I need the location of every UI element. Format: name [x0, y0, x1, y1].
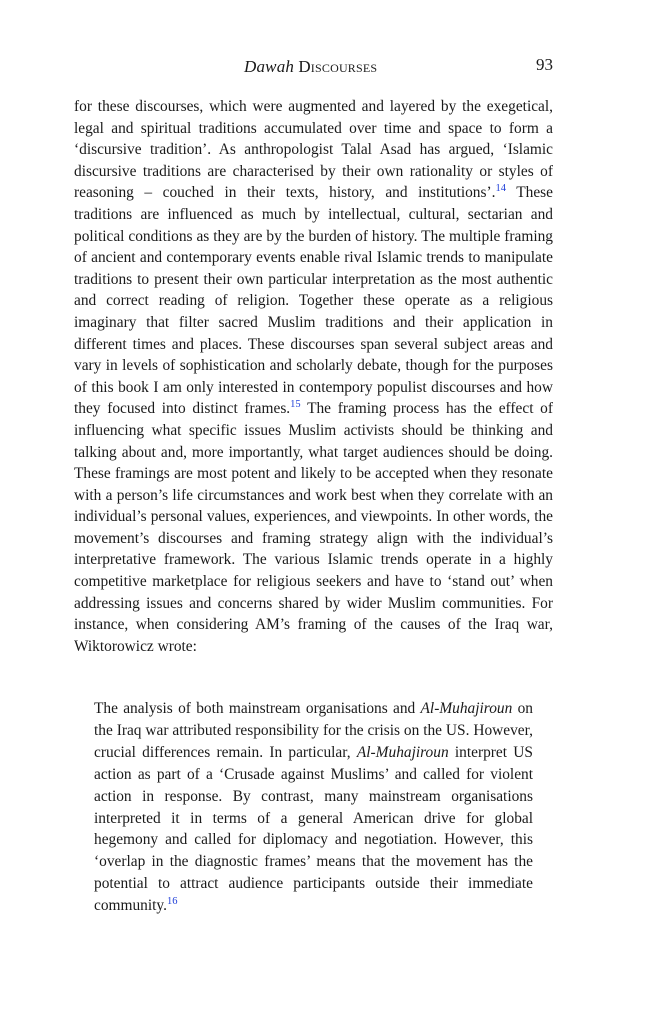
- text-run: These traditions are influenced as much by intellectual, cultural, sectarian and political conditions as they are by the burden of history. The multiple framing of ancient and contemporary events enable rival Islamic trends to manipulate traditions to present their own particular interpretation as the most authentic and correct reading of religion. Together these operate as a religious imaginary that filter sacred Muslim traditions and their application in different times and places. These discourses span several subject areas and vary in levels of sophistication and scholarly debate, though for the purposes of this book I am only interested in contempory populist discourses and how they focused into distinct frames.: [74, 184, 553, 418]
- text-run: interpret US action as part of a ‘Crusade against Muslims’ and called for violent action in response. By contrast, many mainstream organisations interpreted it in terms of a general American drive for global hegemony and called for diplomacy and negotiation. However, this ‘overlap in the diagnostic frames’ means that the movement has the potential to attract audience participants outside their immediate community.: [94, 743, 533, 915]
- footnote-ref-16[interactable]: 16: [166, 896, 178, 908]
- page-number: 93: [536, 55, 553, 74]
- footnote-ref-15[interactable]: 15: [290, 399, 301, 411]
- running-header: [0, 54, 650, 80]
- running-title: [244, 57, 377, 77]
- body-paragraph: [74, 96, 553, 657]
- running-title-italic: Dawah: [244, 57, 295, 76]
- text-run: on the Iraq war attributed responsibility for the crisis on the US. However, crucial differences remain. In particular,: [94, 700, 533, 761]
- italic-run: Al-Muhajiroun: [356, 743, 449, 761]
- running-title-smallcaps: Discourses: [298, 57, 378, 76]
- paragraph: [74, 96, 553, 657]
- text-run: The framing process has the effect of influencing what specific issues Muslim activists should be thinking and talking about and, more importantly, what target audiences should be doing. These framings are most potent and likely to be accepted when they resonate with a person’s life circumstances and work best when they correlate with an individual’s personal values, experiences, and viewpoints. In other words, the movement’s discourses and framing strategy align with the individual’s interpretative framework. The various Islamic trends operate in a highly competitive marketplace for religious seekers and have to ‘stand out’ when addressing issues and concerns shared by wider Muslim communities. For instance, when considering AM’s framing of the causes of the Iraq war, Wiktorowicz wrote:: [74, 400, 553, 655]
- footnote-ref-14[interactable]: 14: [495, 183, 506, 195]
- text-run: for these discourses, which were augmented and layered by the exegetical, legal and spiritual traditions accumulated over time and space to form a ‘discursive tradition’. As anthropologist Talal Asad has argued, ‘Islamic discursive traditions are characterised by their own rationality or styles of reasoning – couched in their texts, history, and institutions’.: [74, 98, 553, 202]
- text-run: The analysis of both mainstream organisations and: [94, 700, 421, 717]
- italic-run: Al-Muhajiroun: [420, 700, 513, 717]
- quote-paragraph: [94, 698, 533, 917]
- block-quote: [94, 698, 533, 917]
